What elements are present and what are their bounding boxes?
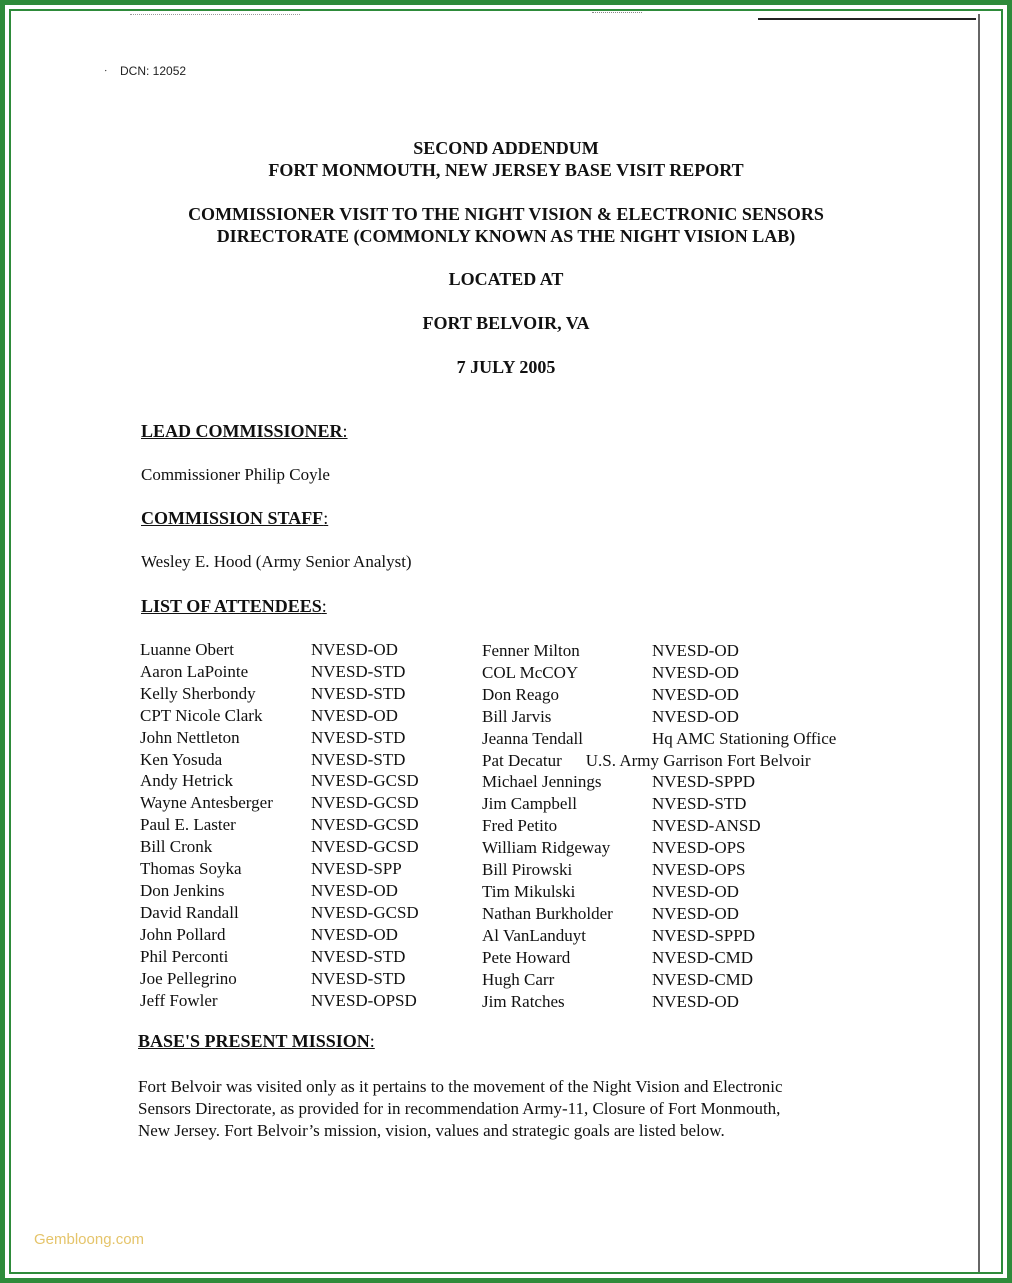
attendee-org-spacer bbox=[652, 750, 836, 772]
attendee-org: NVESD-OD bbox=[652, 706, 739, 726]
attendee-name: CPT Nicole Clark bbox=[140, 705, 263, 725]
scan-artifact bbox=[130, 14, 300, 17]
attendee-name: Thomas Soyka bbox=[140, 859, 242, 879]
attendee-org: NVESD-STD bbox=[311, 749, 406, 769]
attendee-org: NVESD-GCSD bbox=[311, 771, 419, 791]
attendee-org: U.S. Army Garrison Fort Belvoir bbox=[585, 750, 811, 770]
attendee-name: Kelly Sherbondy bbox=[140, 683, 256, 703]
attendee-org: NVESD-OD bbox=[652, 684, 739, 704]
attendee-org: NVESD-SPP bbox=[311, 859, 402, 879]
attendee-name: Michael Jennings bbox=[482, 772, 602, 792]
attendee-name: Bill Jarvis bbox=[482, 706, 552, 726]
attendee-org: NVESD-OD bbox=[311, 640, 398, 659]
attendee-name: John Nettleton bbox=[140, 727, 240, 747]
attendee-org: NVESD-OD bbox=[311, 705, 398, 725]
dcn-label: DCN: 12052 bbox=[120, 64, 187, 78]
scan-mark: ⋅ bbox=[104, 66, 108, 77]
attendee-name: Tim Mikulski bbox=[482, 881, 576, 901]
attendee-org: NVESD-OPSD bbox=[311, 990, 417, 1010]
attendee-org: NVESD-STD bbox=[311, 661, 406, 681]
attendee-org: NVESD-OPS bbox=[652, 838, 746, 858]
attendee-org: NVESD-OD bbox=[311, 880, 398, 900]
lead-commissioner-heading: LEAD COMMISSIONER: bbox=[141, 421, 348, 441]
attendee-name: Al VanLanduyt bbox=[482, 925, 587, 945]
attendee-org: NVESD-STD bbox=[311, 727, 406, 747]
attendee-name: COL McCOY bbox=[482, 662, 579, 682]
attendee-org: NVESD-CMD bbox=[652, 947, 754, 967]
attendee-org: NVESD-ANSD bbox=[652, 816, 761, 836]
attendee-orgs-right bbox=[652, 640, 836, 1012]
attendee-org: NVESD-GCSD bbox=[311, 837, 419, 857]
attendee-name: Paul E. Laster bbox=[140, 815, 236, 835]
watermark: Gembloong.com bbox=[34, 1231, 145, 1248]
attendee-name: Luanne Obert bbox=[140, 640, 234, 659]
report-date: 7 JULY 2005 bbox=[456, 357, 556, 377]
attendee-name: Phil Perconti bbox=[140, 946, 229, 966]
attendee-name: Fred Petito bbox=[482, 816, 558, 836]
located-at: LOCATED AT bbox=[448, 269, 564, 289]
mission-paragraph bbox=[138, 1076, 878, 1142]
attendee-org: NVESD-GCSD bbox=[311, 815, 419, 835]
attendee-org: NVESD-CMD bbox=[652, 969, 754, 989]
mission-line: New Jersey. Fort Belvoir’s mission, vision, values and strategic goals are listed below. bbox=[138, 1121, 725, 1140]
mission-line: Fort Belvoir was visited only as it pertains to the movement of the Night Vision and Electronic bbox=[138, 1077, 783, 1096]
attendee-org: NVESD-STD bbox=[311, 968, 406, 988]
attendee-org: NVESD-STD bbox=[652, 794, 747, 814]
subtitle-line-2: DIRECTORATE (COMMONLY KNOWN AS THE NIGHT VISION LAB) bbox=[216, 226, 796, 246]
attendee-name: Jim Campbell bbox=[482, 794, 577, 814]
attendee-name: Fenner Milton bbox=[482, 641, 580, 660]
attendee-org: NVESD-OPS bbox=[652, 860, 746, 880]
attendee-org: NVESD-OD bbox=[652, 662, 739, 682]
attendee-name: Bill Cronk bbox=[140, 837, 213, 857]
attendee-org: NVESD-OD bbox=[311, 924, 398, 944]
attendee-name: Don Reago bbox=[482, 684, 559, 704]
commission-staff-heading: COMMISSION STAFF: bbox=[141, 508, 329, 528]
attendee-org: NVESD-OD bbox=[652, 641, 739, 660]
attendee-name: Aaron LaPointe bbox=[140, 661, 249, 681]
attendee-name: Ken Yosuda bbox=[140, 749, 223, 769]
mission-heading: BASE'S PRESENT MISSION: bbox=[138, 1031, 375, 1051]
attendee-org: NVESD-OD bbox=[652, 903, 739, 923]
attendee-name: Jeff Fowler bbox=[140, 990, 218, 1010]
attendee-org: NVESD-GCSD bbox=[311, 793, 419, 813]
attendee-org: NVESD-STD bbox=[311, 946, 406, 966]
title-line-1: SECOND ADDENDUM bbox=[413, 138, 599, 158]
attendee-name: Wayne Antesberger bbox=[140, 793, 273, 813]
attendee-org: Hq AMC Stationing Office bbox=[652, 728, 837, 748]
attendee-name: Pat Decatur U.S. Army Garrison Fort Belvoir bbox=[482, 750, 811, 770]
title-line-2: FORT MONMOUTH, NEW JERSEY BASE VISIT REPORT bbox=[268, 160, 744, 180]
attendee-name: Joe Pellegrino bbox=[140, 968, 237, 988]
mission-line: Sensors Directorate, as provided for in recommendation Army-11, Closure of Fort Monmouth, bbox=[138, 1099, 781, 1118]
subtitle-line-1: COMMISSIONER VISIT TO THE NIGHT VISION & ELECTRONIC SENSORS bbox=[188, 204, 824, 224]
attendee-name: Jim Ratches bbox=[482, 991, 565, 1011]
attendee-org: NVESD-GCSD bbox=[311, 902, 419, 922]
attendee-name: Don Jenkins bbox=[140, 880, 225, 900]
location: FORT BELVOIR, VA bbox=[422, 313, 590, 333]
attendee-name: Hugh Carr bbox=[482, 969, 555, 989]
attendee-org: NVESD-OD bbox=[652, 881, 739, 901]
lead-commissioner-name: Commissioner Philip Coyle bbox=[141, 465, 330, 484]
attendee-org: NVESD-SPPD bbox=[652, 772, 755, 792]
attendee-names-left bbox=[140, 639, 273, 1011]
attendee-org: NVESD-STD bbox=[311, 683, 406, 703]
attendee-org: NVESD-SPPD bbox=[652, 925, 755, 945]
attendee-name: Pete Howard bbox=[482, 947, 571, 967]
scan-artifact bbox=[592, 12, 642, 14]
attendee-name: Jeanna Tendall bbox=[482, 728, 583, 748]
attendee-name: John Pollard bbox=[140, 924, 226, 944]
attendee-name: Nathan Burkholder bbox=[482, 903, 613, 923]
attendee-name: Andy Hetrick bbox=[140, 771, 234, 791]
attendee-name: David Randall bbox=[140, 902, 239, 922]
attendee-orgs-left bbox=[311, 639, 419, 1011]
commission-staff-name: Wesley E. Hood (Army Senior Analyst) bbox=[141, 552, 412, 571]
attendee-name: Bill Pirowski bbox=[482, 860, 573, 880]
attendees-heading: LIST OF ATTENDEES: bbox=[141, 596, 327, 616]
attendee-name: William Ridgeway bbox=[482, 838, 611, 858]
attendee-org: NVESD-OD bbox=[652, 991, 739, 1011]
scan-top-line bbox=[758, 18, 976, 20]
